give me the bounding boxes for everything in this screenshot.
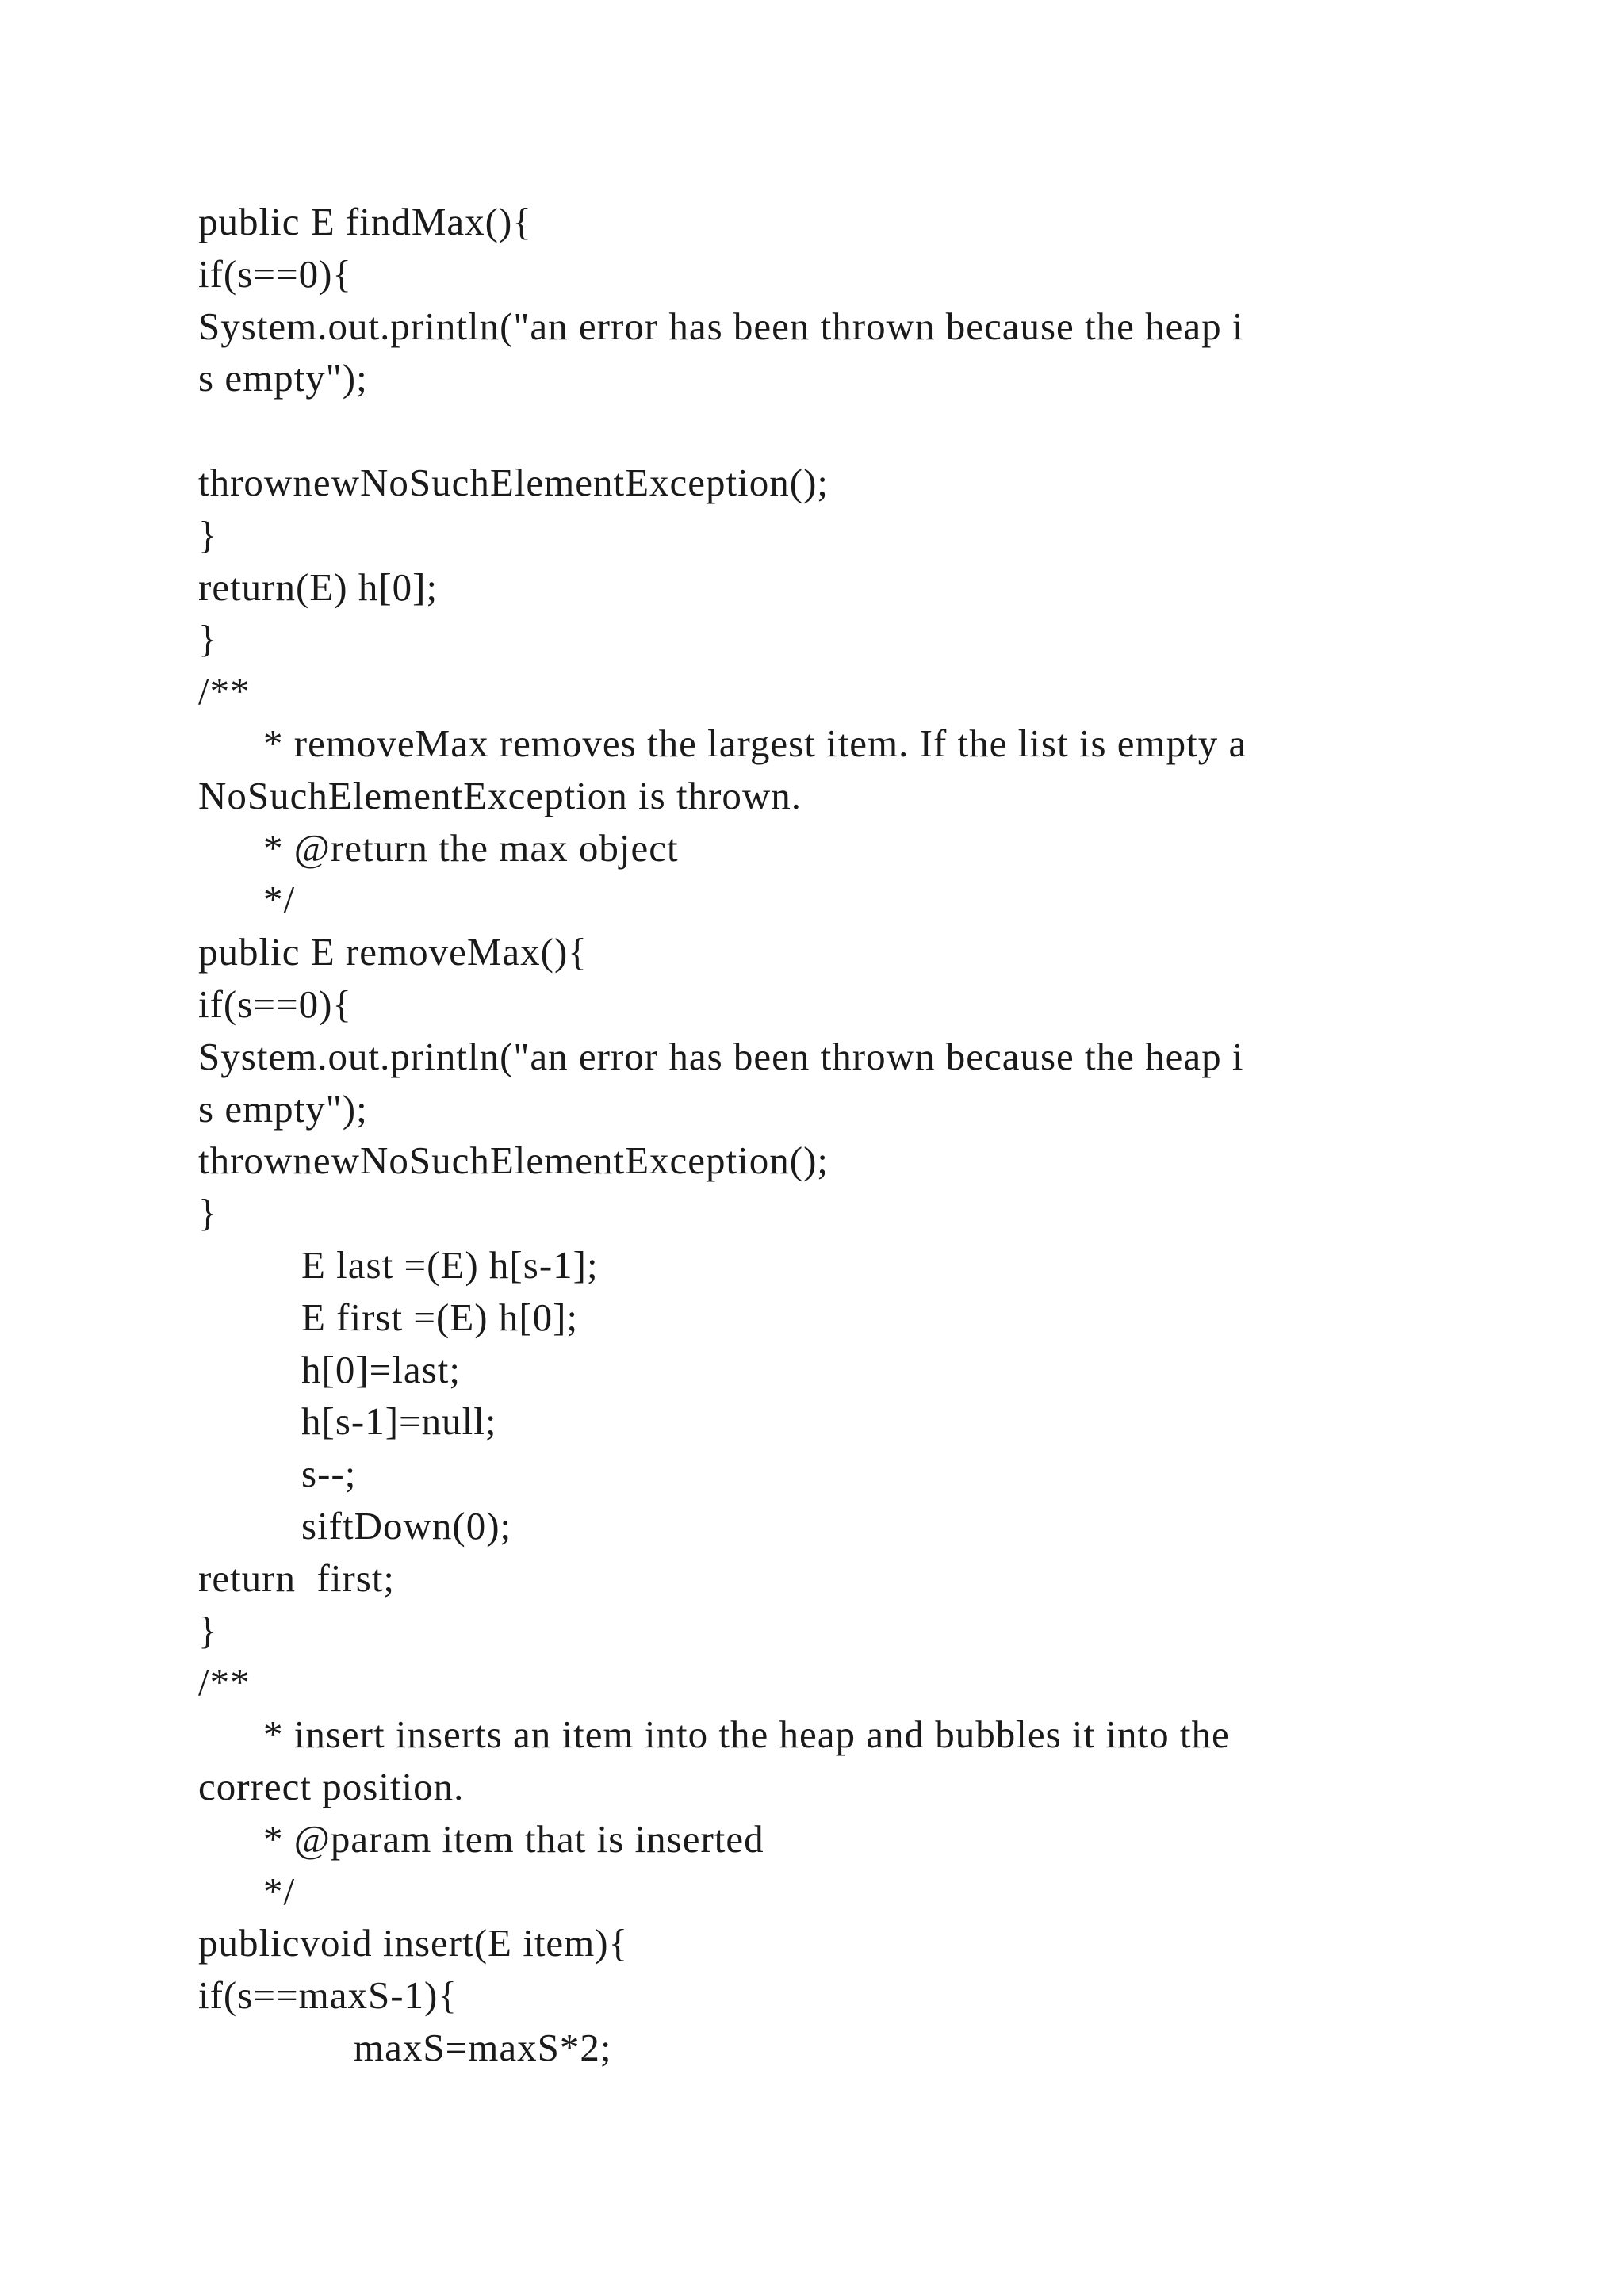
comment-line: NoSuchElementException is thrown. — [198, 773, 802, 817]
comment-line: * insert inserts an item into the heap and bubbles it into the — [263, 1712, 1230, 1757]
code-line: s empty"); — [198, 1086, 368, 1131]
code-line: thrownewNoSuchElementException(); — [198, 460, 829, 504]
code-line: s empty"); — [198, 356, 368, 400]
code-listing — [198, 196, 1435, 2074]
code-line: } — [198, 617, 218, 661]
comment-line: */ — [263, 878, 296, 922]
code-line: s--; — [301, 1452, 357, 1496]
code-line: } — [198, 1608, 218, 1652]
comment-line: * removeMax removes the largest item. If the list is empty a — [263, 721, 1247, 765]
code-line: h[0]=last; — [301, 1347, 461, 1391]
comment-line: * @param item that is inserted — [263, 1816, 764, 1861]
comment-line: correct position. — [198, 1764, 465, 1808]
code-line: public E findMax(){ — [198, 200, 532, 243]
code-line: E last =(E) h[s-1]; — [301, 1242, 599, 1287]
blank-line — [198, 404, 1435, 457]
code-line: if(s==maxS-1){ — [198, 1973, 458, 2018]
code-line: } — [198, 512, 218, 557]
code-line: System.out.println("an error has been thrown because the heap i — [198, 304, 1244, 348]
code-line: if(s==0){ — [198, 251, 352, 296]
code-line: h[s-1]=null; — [301, 1399, 497, 1444]
comment-line: */ — [263, 1869, 296, 1913]
code-line: publicvoid insert(E item){ — [198, 1921, 629, 1965]
code-line: thrownewNoSuchElementException(); — [198, 1138, 829, 1183]
code-line: /** — [198, 1660, 251, 1705]
code-line: maxS=maxS*2; — [354, 2025, 612, 2069]
code-line: if(s==0){ — [198, 982, 352, 1026]
code-line: siftDown(0); — [301, 1503, 512, 1548]
code-line: } — [198, 1191, 218, 1235]
code-line: System.out.println("an error has been thrown because the heap i — [198, 1034, 1244, 1078]
code-line: /** — [198, 669, 251, 714]
code-line: return(E) h[0]; — [198, 564, 439, 609]
code-line: return first; — [198, 1556, 396, 1600]
code-line: public E removeMax(){ — [198, 930, 588, 974]
comment-line: * @return the max object — [263, 825, 679, 870]
code-line: E first =(E) h[0]; — [301, 1295, 579, 1339]
